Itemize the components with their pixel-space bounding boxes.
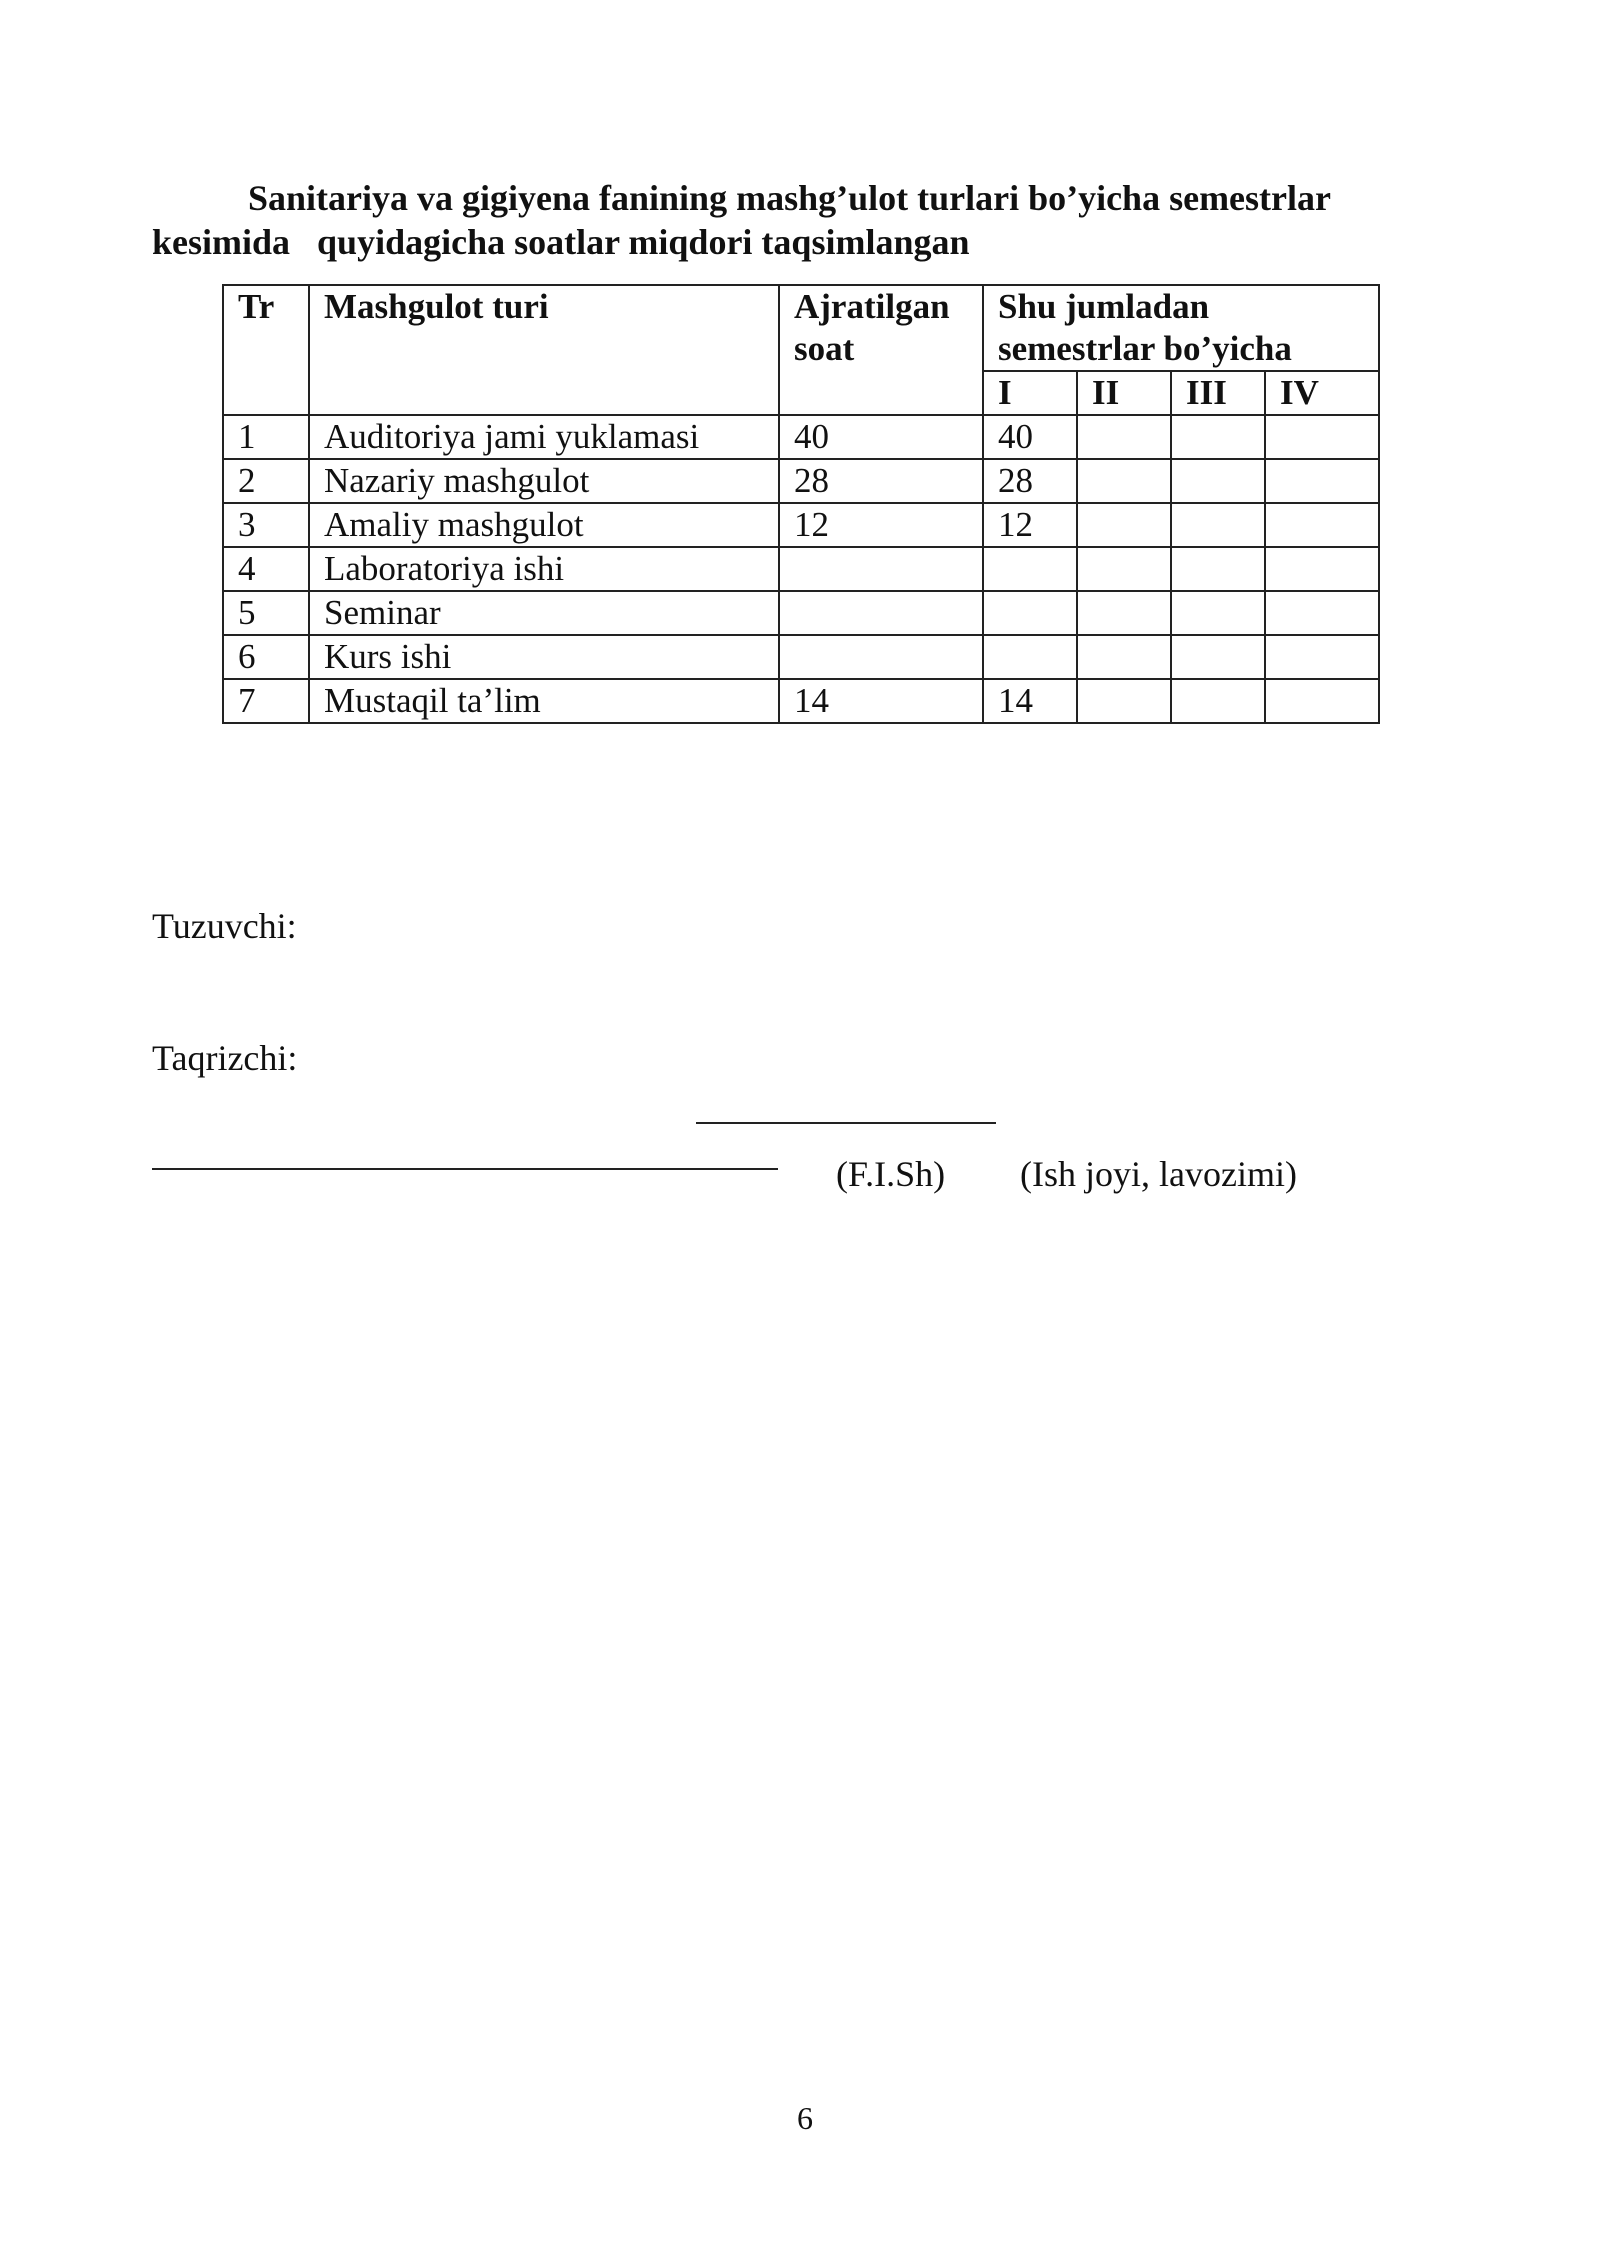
cell-tr: 1 [223,415,309,459]
cell-s3 [1171,679,1265,723]
cell-s4 [1265,503,1379,547]
cell-s4 [1265,635,1379,679]
cell-s1: 40 [983,415,1077,459]
cell-s4 [1265,679,1379,723]
fish-caption: (F.I.Sh) [836,1154,946,1194]
header-semesters-line-2: semestrlar bo’yicha [998,329,1292,368]
cell-s2 [1077,591,1171,635]
header-type: Mashgulot turi [309,285,779,415]
cell-tr: 6 [223,635,309,679]
cell-s4 [1265,547,1379,591]
cell-s2 [1077,635,1171,679]
cell-tr: 3 [223,503,309,547]
table-header-row [223,285,1379,371]
table-row [223,591,1379,635]
heading-line-2: kesimida quyidagicha soatlar miqdori taqsimlangan [152,222,970,262]
page-number: 6 [797,2100,813,2136]
cell-s3 [1171,415,1265,459]
header-semester-4: IV [1265,371,1379,415]
cell-s1 [983,547,1077,591]
cell-s3 [1171,459,1265,503]
header-semesters-line-1: Shu jumladan [998,287,1210,326]
ish-joyi-caption: (Ish joyi, lavozimi) [1020,1154,1297,1194]
header-semester-1: I [983,371,1077,415]
cell-tr: 4 [223,547,309,591]
table-row [223,415,1379,459]
cell-tr: 5 [223,591,309,635]
cell-type: Seminar [309,591,779,635]
cell-s1 [983,591,1077,635]
table-row [223,503,1379,547]
table-row [223,547,1379,591]
cell-ajr: 40 [779,415,983,459]
cell-tr: 7 [223,679,309,723]
signature-line-upper [696,1122,996,1124]
cell-ajr: 12 [779,503,983,547]
header-semester-2: II [1077,371,1171,415]
header-tr: Tr [223,285,309,415]
cell-type: Laboratoriya ishi [309,547,779,591]
cell-s3 [1171,547,1265,591]
heading-line-1: Sanitariya va gigiyena fanining mashg’ulot turlari bo’yicha semestrlar [248,178,1331,218]
cell-s1 [983,635,1077,679]
cell-type: Auditoriya jami yuklamasi [309,415,779,459]
cell-s4 [1265,591,1379,635]
tuzuvchi-label: Tuzuvchi: [152,906,297,946]
cell-s1: 12 [983,503,1077,547]
cell-ajr: 14 [779,679,983,723]
cell-type: Nazariy mashgulot [309,459,779,503]
cell-s1: 28 [983,459,1077,503]
header-semester-3: III [1171,371,1265,415]
section-heading [152,176,1392,264]
cell-type: Kurs ishi [309,635,779,679]
cell-s3 [1171,591,1265,635]
cell-s2 [1077,459,1171,503]
cell-s3 [1171,503,1265,547]
signature-line-lower [152,1168,778,1170]
cell-s3 [1171,635,1265,679]
cell-ajr [779,591,983,635]
table-body [223,415,1379,723]
cell-ajr [779,547,983,591]
table-row [223,635,1379,679]
cell-type: Mustaqil ta’lim [309,679,779,723]
cell-s2 [1077,415,1171,459]
header-ajratilgan-line-2: soat [794,329,855,368]
hours-distribution-table [222,284,1380,724]
cell-type: Amaliy mashgulot [309,503,779,547]
taqrizchi-label: Taqrizchi: [152,1038,298,1078]
cell-s2 [1077,503,1171,547]
cell-ajr: 28 [779,459,983,503]
header-ajratilgan [779,285,983,415]
cell-s1: 14 [983,679,1077,723]
cell-s2 [1077,547,1171,591]
cell-s4 [1265,459,1379,503]
cell-s2 [1077,679,1171,723]
cell-s4 [1265,415,1379,459]
header-ajratilgan-line-1: Ajratilgan [794,287,950,326]
cell-ajr [779,635,983,679]
header-semesters-group [983,285,1379,371]
table-row [223,459,1379,503]
table-row [223,679,1379,723]
cell-tr: 2 [223,459,309,503]
